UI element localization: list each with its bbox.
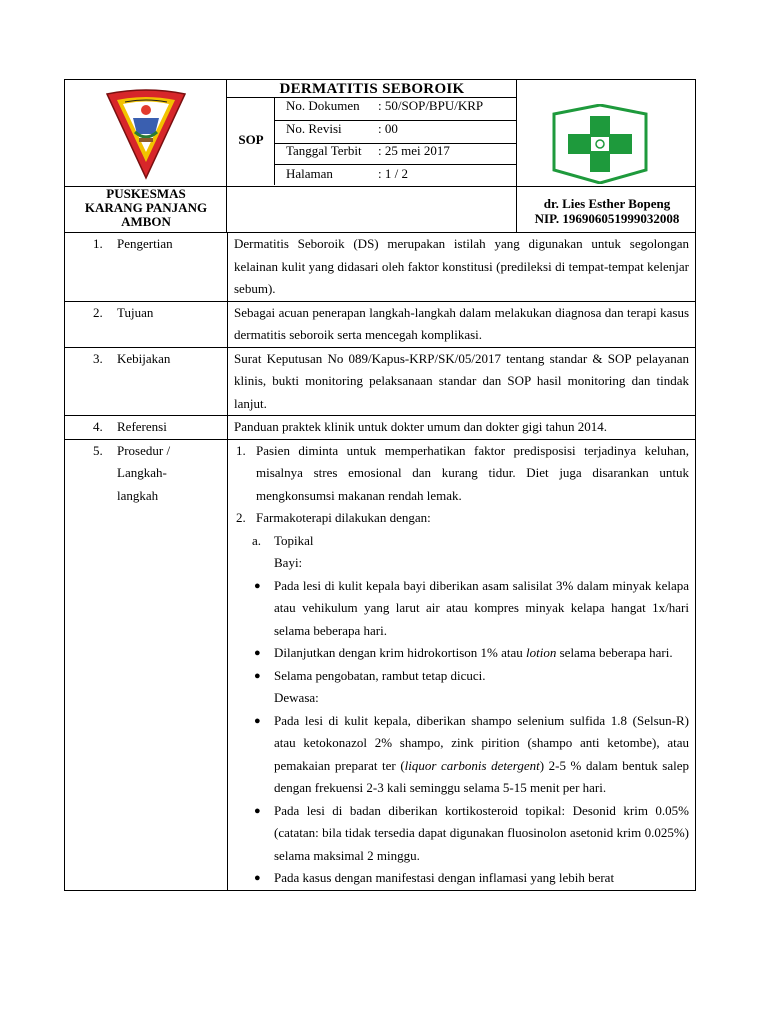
- bullet-item: ● Selama pengobatan, rambut tetap dicuci.: [254, 667, 486, 683]
- signer-name: dr. Lies Esther Bopeng: [543, 196, 671, 211]
- section-label: Referensi: [117, 419, 167, 434]
- section-text: Panduan praktek klinik untuk dokter umum dan dokter gigi tahun 2014.: [228, 416, 696, 440]
- procedure-step: 1. Pasien diminta untuk memperhatikan faktor predisposisi terjadinya keluhan, misalnya stres emosional dan kurang tidur. Diet juga disarankan untuk mengkonsumsi makanan rendah lemak.: [236, 442, 689, 503]
- section-label: Tujuan: [117, 304, 154, 320]
- meta-document-number: No. Dokumen : 50/SOP/BPU/KRP: [286, 98, 484, 113]
- section-row-kebijakan: 3. Kebijakan Surat Keputusan No 089/Kapus-KRP/SK/05/2017 tentang standar & SOP pelayanan klinis, bukti monitoring pelaksanaan standar dan SOP hasil monitoring dan tindak lanjut.: [65, 347, 696, 416]
- puskesmas-green-cross-icon: [552, 104, 648, 184]
- section-row-tujuan: 2. Tujuan Sebagai acuan penerapan langkah-langkah dalam melakukan diagnosa dan terapi kasus dermatitis seboroik serta mencegah komplikasi.: [65, 301, 696, 347]
- meta-revision: No. Revisi : 00: [286, 121, 398, 136]
- group-label-bayi: Bayi:: [274, 555, 303, 570]
- section-label: Prosedur / Langkah- langkah: [117, 442, 171, 503]
- section-label: Kebijakan: [117, 350, 171, 366]
- bullet-item: ● Pada kasus dengan manifestasi dengan inflamasi yang lebih berat: [254, 870, 615, 885]
- group-label-dewasa: Dewasa:: [274, 690, 319, 705]
- signer-block: [517, 196, 697, 226]
- section-label: Pengertian: [117, 236, 173, 251]
- meta-issue-date: Tanggal Terbit : 25 mei 2017: [286, 143, 450, 158]
- section-text: Dermatitis Seboroik (DS) merupakan istilah yang digunakan untuk segolongan kelainan kulit yang didasari oleh faktor konstitusi (predileksi di tempat-tempat kelenjar sebum).: [228, 233, 696, 302]
- bullet-item: ● Pada lesi di kulit kepala, diberikan shampo selenium sulfida 1.8 (Selsun-R) atau ketokonazol 2% shampo, zink pirition (shampo anti ketombe), atau pemakaian preparat ter (liquor carbonis detergent) 2-5 % dalam bentuk salep dengan frekuensi 2-3 kali seminggu selama 5-15 menit per hari.: [254, 712, 689, 795]
- meta-page: Halaman : 1 / 2: [286, 166, 408, 181]
- sop-document: [64, 79, 696, 891]
- signer-nip: NIP. 196906051999032008: [534, 211, 680, 226]
- sop-content-table: [64, 232, 696, 891]
- procedure-step: 2. Farmakoterapi dilakukan dengan:: [236, 510, 431, 525]
- document-header: [64, 79, 696, 233]
- document-title: DERMATITIS SEBOROIK: [279, 81, 465, 97]
- bullet-item: ● Pada lesi di badan diberikan kortikosteroid topikal: Desonid krim 0.05% (catatan: bila tidak tersedia dapat digunakan fluosinolon asetonid krim 0.025%) selama maksimal 2 minggu.: [254, 802, 689, 863]
- procedure-subitem: a. Topikal: [252, 532, 314, 548]
- bullet-item: ● Dilanjutkan dengan krim hidrokortison 1% atau lotion selama beberapa hari.: [254, 645, 673, 660]
- organization-name: PUSKESMAS KARANG PANJANG AMBON: [84, 186, 208, 229]
- section-row-prosedur: 5. Prosedur / Langkah- langkah 1. Pasien diminta untuk memperhatikan faktor predisposisi terjadinya keluhan, misalnya stres emosional dan kurang tidur. Diet juga disarankan untuk mengkonsumsi makanan rendah lemak. 2. Farmakoterapi dilakukan dengan: a. Topikal Bayi: ● Pada lesi di kulit kepala bayi diberikan asam salisilat 3% dalam minyak kelapa atau vehikulum yang larut air atau kompres minyak kelapa hangat 1x/hari selama beberapa hari. ● Dilanjutkan dengan krim hidrokortison 1% atau lotion selama beberapa hari. ● Selama pengobatan, rambut tetap dicuci. Dewasa: ● Pada lesi di kulit kepala, diberikan shampo selenium sulfida 1.8 (Selsun-R) atau ketokonazol 2% shampo, zink pirition (shampo anti ketombe), atau pemakaian preparat ter (liquor carbonis detergent) 2-5 % dalam bentuk salep dengan frekuensi 2-3 kali seminggu selama 5-15 menit per hari. ● Pada lesi di badan diberikan kortikosteroid topikal: Desonid krim 0.05% (catatan: bila tidak tersedia dapat digunakan fluosinolon asetonid krim 0.025%) selama maksimal 2 minggu. ● Pada kasus dengan manifestasi dengan inflamasi yang lebih berat: [65, 439, 696, 890]
- section-row-pengertian: 1. Pengertian Dermatitis Seboroik (DS) merupakan istilah yang digunakan untuk segolongan kelainan kulit yang didasari oleh faktor konstitusi (predileksi di tempat-tempat kelenjar sebum).: [65, 233, 696, 302]
- section-text: Surat Keputusan No 089/Kapus-KRP/SK/05/2017 tentang standar & SOP pelayanan klinis, bukti monitoring pelaksanaan standar dan SOP hasil monitoring dan tindak lanjut.: [228, 347, 696, 416]
- section-row-referensi: 4. Referensi Panduan praktek klinik untuk dokter umum dan dokter gigi tahun 2014.: [65, 416, 696, 440]
- regional-emblem-shield-icon: [105, 88, 187, 180]
- section-text: Sebagai acuan penerapan langkah-langkah dalam melakukan diagnosa dan terapi kasus dermatitis seboroik serta mencegah komplikasi.: [228, 301, 696, 347]
- bullet-item: ● Pada lesi di kulit kepala bayi diberikan asam salisilat 3% dalam minyak kelapa atau vehikulum yang larut air atau kompres minyak kelapa hangat 1x/hari selama beberapa hari.: [254, 577, 689, 638]
- sop-label: SOP: [238, 132, 264, 147]
